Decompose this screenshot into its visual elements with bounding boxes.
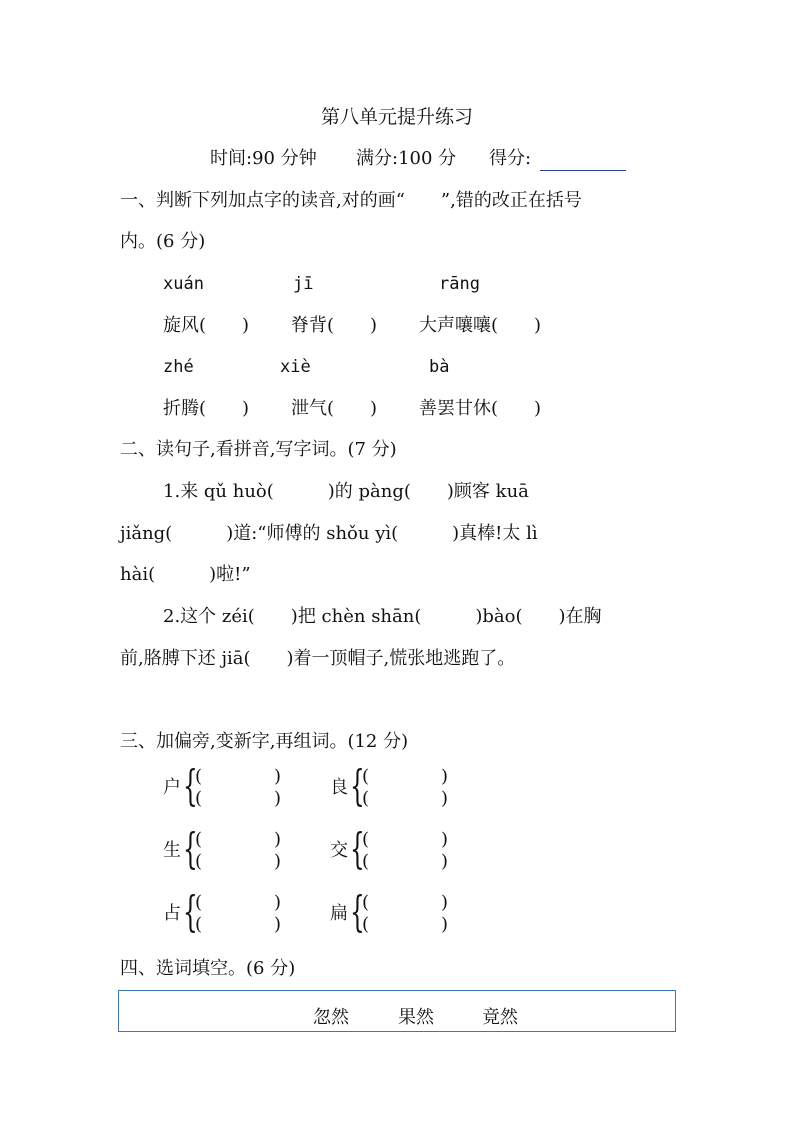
sentence-line[interactable]: jiǎng( )道:“师傅的 shǒu yì( )真棒!太 lì: [120, 523, 538, 544]
word-item[interactable]: 大声嚷嚷( ): [419, 315, 542, 336]
section1-heading-line1: 一、判断下列加点字的读音,对的画“ ”,错的改正在括号: [120, 190, 582, 211]
pinyin: rāng: [439, 274, 480, 294]
blank-field[interactable]: ( ): [195, 788, 282, 809]
section4-heading: 四、选词填空。(6 分): [120, 958, 296, 979]
blank-field[interactable]: ( ): [195, 914, 282, 935]
blank-field[interactable]: ( ): [362, 851, 449, 872]
base-char: 扁: [330, 903, 348, 924]
pinyin: bà: [429, 357, 450, 377]
blank-field[interactable]: ( ): [195, 892, 282, 913]
left-brace-icon: {: [350, 887, 365, 936]
sentence-line[interactable]: hài( )啦!”: [120, 564, 251, 585]
word-item[interactable]: 旋风( ): [163, 315, 250, 336]
sentence-line[interactable]: 1.来 qǔ huò( )的 pàng( )顾客 kuā: [163, 481, 529, 502]
word-item[interactable]: 泄气( ): [291, 398, 378, 419]
time-limit: 时间:90 分钟: [210, 148, 317, 169]
section3-heading: 三、加偏旁,变新字,再组词。(12 分): [120, 731, 409, 752]
pinyin: xiè: [280, 357, 311, 377]
word-item[interactable]: 折腾( ): [163, 398, 250, 419]
base-char: 交: [330, 840, 348, 861]
blank-field[interactable]: ( ): [195, 766, 282, 787]
left-brace-icon: {: [183, 824, 198, 873]
word-item[interactable]: 善罢甘休( ): [419, 398, 542, 419]
pinyin: xuán: [163, 274, 204, 294]
blank-field[interactable]: ( ): [362, 892, 449, 913]
base-char: 户: [163, 777, 181, 798]
score-label: 得分:: [489, 148, 532, 169]
section1-heading-line2: 内。(6 分): [120, 231, 206, 252]
word-item[interactable]: 脊背( ): [291, 315, 378, 336]
sentence-line[interactable]: 2.这个 zéi( )把 chèn shān( )bào( )在胸: [163, 606, 602, 627]
base-char: 良: [330, 777, 348, 798]
sentence-line[interactable]: 前,胳膊下还 jiā( )着一顶帽子,慌张地逃跑了。: [120, 648, 516, 669]
blank-field[interactable]: ( ): [362, 788, 449, 809]
blank-field[interactable]: ( ): [362, 914, 449, 935]
word-bank-box: [118, 990, 676, 1032]
blank-field[interactable]: ( ): [362, 766, 449, 787]
base-char: 生: [163, 840, 181, 861]
word-option: 果然: [398, 1007, 434, 1028]
base-char: 占: [163, 903, 181, 924]
score-blank[interactable]: [540, 152, 626, 171]
left-brace-icon: {: [350, 761, 365, 810]
word-option: 竟然: [482, 1007, 518, 1028]
section2-heading: 二、读句子,看拼音,写字词。(7 分): [120, 439, 397, 460]
blank-field[interactable]: ( ): [362, 829, 449, 850]
page-title: 第八单元提升练习: [320, 106, 473, 128]
blank-field[interactable]: ( ): [195, 851, 282, 872]
left-brace-icon: {: [183, 761, 198, 810]
full-score: 满分:100 分: [356, 148, 457, 169]
left-brace-icon: {: [350, 824, 365, 873]
pinyin: zhé: [163, 357, 194, 377]
blank-field[interactable]: ( ): [195, 829, 282, 850]
word-option: 忽然: [313, 1007, 349, 1028]
pinyin: jī: [293, 274, 314, 294]
left-brace-icon: {: [183, 887, 198, 936]
